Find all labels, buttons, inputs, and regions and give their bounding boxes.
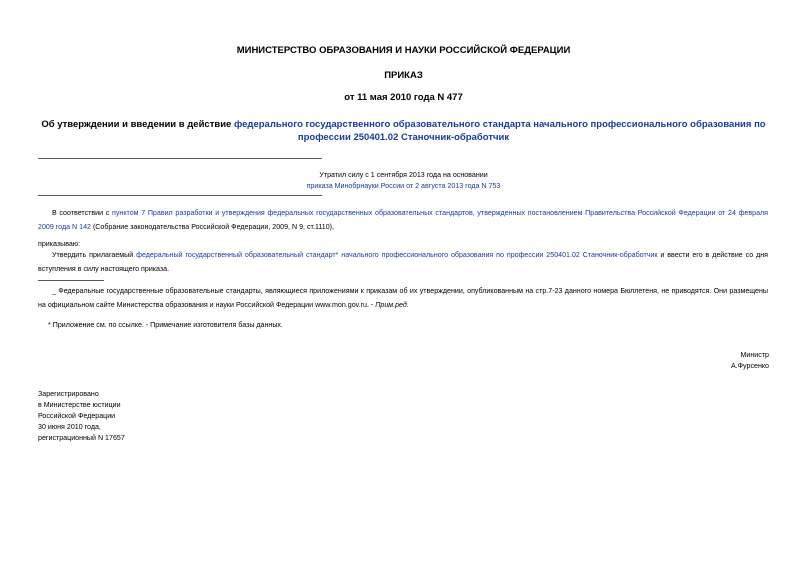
paragraph-basis bbox=[38, 206, 768, 234]
title-prefix: Об утверждении и введении в действие bbox=[41, 119, 234, 130]
footnote-italic: Прим.ред. bbox=[375, 301, 409, 309]
paragraph-approve-text-b: и ввести его в действие со дня вступления в силу настоящего приказа. bbox=[38, 251, 768, 273]
title-link-line1[interactable]: федерального государственного образовательного стандарта начального профессионального образования по bbox=[233, 119, 766, 130]
title-link-line2[interactable]: профессии 250401.02 Станочник-обработчик bbox=[297, 132, 510, 143]
registration-line1: Зарегистрировано bbox=[38, 390, 99, 398]
status-line1: Утратил силу с 1 сентября 2013 года на основании bbox=[319, 171, 488, 179]
rules-link[interactable]: пунктом 7 Правил разработки и утверждения федеральных государственных образовательных стандартов, утвержденных постановлением Правительства Российской Федерации от 24 февраля 2009 года N 142 bbox=[38, 209, 769, 231]
registration-line3: Российской Федерации bbox=[38, 412, 116, 420]
divider-footnote bbox=[38, 280, 104, 281]
signature-name: А.Фурсенко bbox=[730, 362, 769, 370]
divider-title bbox=[38, 158, 322, 159]
doc-type-heading: ПРИКАЗ bbox=[384, 70, 423, 81]
paragraph-approve bbox=[38, 248, 768, 276]
footnote-text: _ Федеральные государственные образовательные стандарты, являющиеся приложениями к приказам об их утверждении, опубликованным на стр.7-23 данного номера Бюллетеня, не приводятся. Они размещены на официальном сайте Министерства образования и науки Российской Федерации www.mon.gov.ru. - bbox=[38, 287, 768, 309]
document-title bbox=[0, 118, 807, 144]
registration-block bbox=[38, 389, 125, 444]
status-link[interactable]: приказа Минобрнауки России от 2 августа 2013 года N 753 bbox=[306, 182, 501, 190]
registration-line5: регистрационный N 17657 bbox=[38, 434, 125, 442]
paragraph-basis-text-a: В соответствии с bbox=[52, 209, 113, 217]
footnote-note: * Приложение см. по ссылке. - Примечание изготовителя базы данных. bbox=[48, 321, 283, 329]
paragraph-basis-text-b: (Собрание законодательства Российской Федерации, 2009, N 9, ст.1110), bbox=[90, 223, 335, 231]
date-number-heading: от 11 мая 2010 года N 477 bbox=[344, 92, 463, 103]
registration-line2: в Министерстве юстиции bbox=[38, 401, 121, 409]
registration-line4: 30 июня 2010 года, bbox=[38, 423, 101, 431]
standard-link[interactable]: федеральный государственный образовательный стандарт* начального профессионального образования по профессии 250401.02 Станочник-обработчик bbox=[136, 251, 658, 259]
paragraph-approve-text-a: Утвердить прилагаемый bbox=[52, 251, 137, 259]
footnote-editorial bbox=[38, 284, 768, 312]
order-word: приказываю: bbox=[38, 240, 81, 248]
divider-status bbox=[38, 195, 322, 196]
signature-position: Министр bbox=[740, 351, 769, 359]
ministry-heading: МИНИСТЕРСТВО ОБРАЗОВАНИЯ И НАУКИ РОССИЙСКОЙ ФЕДЕРАЦИИ bbox=[236, 45, 571, 56]
